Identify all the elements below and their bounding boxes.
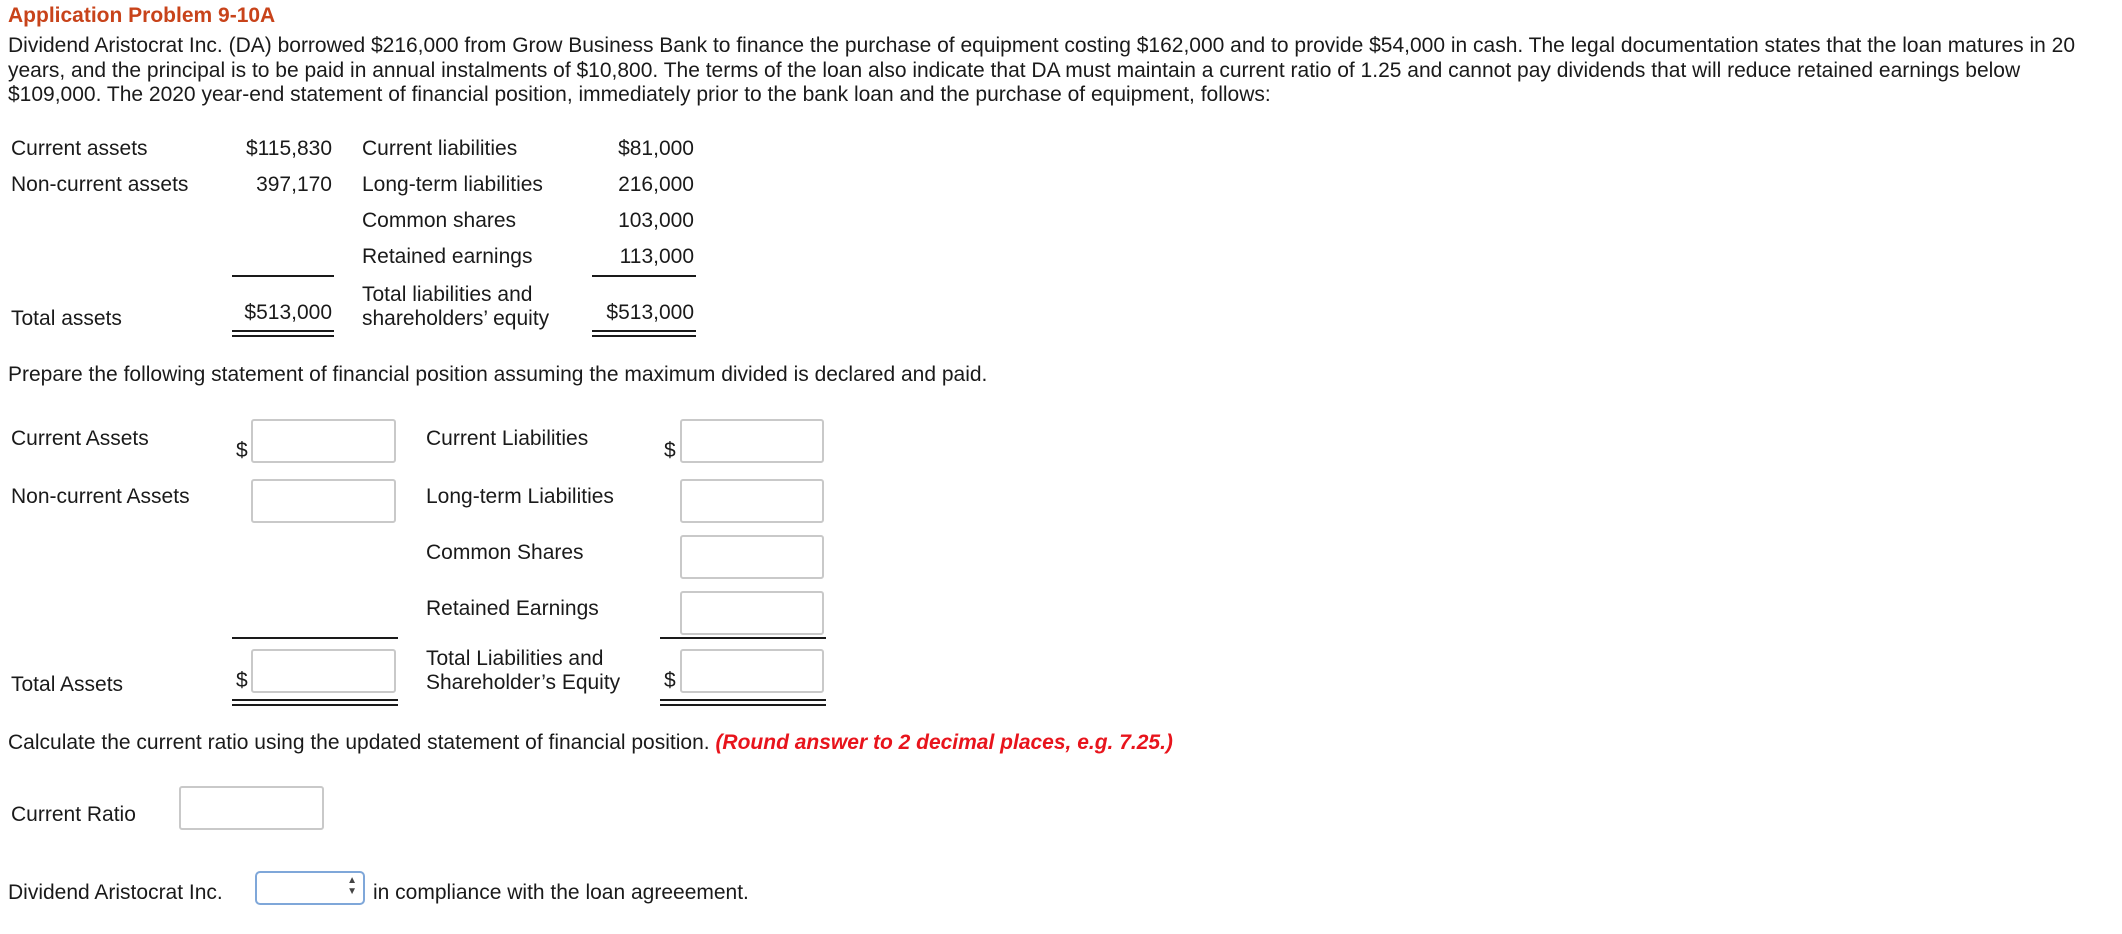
prep-total-assets-double-rule (232, 699, 398, 706)
compliance-suffix: in compliance with the loan agreeement. (373, 881, 749, 904)
prep-noncurrent-assets-label: Non-current Assets (11, 485, 190, 508)
prep-retained-earnings-input[interactable] (680, 591, 824, 635)
select-arrows-icon: ▲ ▼ (347, 875, 357, 897)
problem-intro: Dividend Aristocrat Inc. (DA) borrowed $216,000 from Grow Business Bank to finance the purchase of equipment costing $162,000 and to provide $54,000 in cash. The legal documentation states that the loan matures in 20 years, and the principal is to be paid in annual instalments of $10,800. The terms of the loan also indicate that DA must maintain a current ratio of 1.25 and cannot pay dividends that will reduce retained earnings below $109,000. The 2020 year-end statement of financial position, immediately prior to the bank loan and the purchase of equipment, follows: (8, 34, 2076, 106)
ratio-rounding-hint: (Round answer to 2 decimal places, e.g. 7.25.) (715, 731, 1173, 754)
given-current-liabilities-value: $81,000 (618, 137, 694, 160)
prep-total-assets-label: Total Assets (11, 673, 124, 696)
prep-current-assets-dollar: $ (236, 439, 248, 462)
prep-total-le-double-rule (660, 699, 826, 706)
ratio-instruction-line (8, 731, 1173, 755)
prep-total-le-label-2: Shareholder’s Equity (426, 671, 621, 694)
given-assets-subtotal-rule (232, 275, 334, 277)
prep-longterm-liabilities-label: Long-term Liabilities (426, 485, 614, 508)
prep-current-liabilities-label: Current Liabilities (426, 427, 589, 450)
given-current-assets-value: $115,830 (245, 137, 332, 160)
given-retained-earnings-label: Retained earnings (362, 245, 533, 268)
given-total-le-label-1: Total liabilities and (362, 283, 533, 306)
prep-total-le-label-1: Total Liabilities and (426, 647, 604, 670)
given-current-assets-label: Current assets (11, 137, 148, 160)
prep-current-liabilities-dollar: $ (664, 439, 676, 462)
compliance-select[interactable] (255, 871, 365, 905)
prep-total-le-input[interactable] (680, 649, 824, 693)
ratio-instruction: Calculate the current ratio using the updated statement of financial position. (8, 731, 710, 754)
given-retained-earnings-value: 113,000 (619, 245, 694, 268)
prep-retained-earnings-label: Retained Earnings (426, 597, 599, 620)
given-le-subtotal-rule (592, 275, 696, 277)
given-total-assets-label: Total assets (11, 307, 122, 330)
prep-le-subtotal-rule (660, 637, 826, 639)
prepare-instruction: Prepare the following statement of financial position assuming the maximum divided is declared and paid. (8, 363, 988, 386)
given-total-assets-value: $513,000 (244, 301, 332, 324)
problem-title: Application Problem 9-10A (8, 4, 276, 27)
given-noncurrent-assets-value: 397,170 (256, 173, 332, 196)
prep-assets-subtotal-rule (232, 637, 398, 639)
given-common-shares-value: 103,000 (618, 209, 694, 232)
given-total-le-label-2: shareholders’ equity (362, 307, 550, 330)
given-total-le-value: $513,000 (606, 301, 694, 324)
prep-current-liabilities-input[interactable] (680, 419, 824, 463)
prep-current-assets-label: Current Assets (11, 427, 149, 450)
given-longterm-liabilities-label: Long-term liabilities (362, 173, 543, 196)
given-total-le-double-rule (592, 330, 696, 337)
given-common-shares-label: Common shares (362, 209, 517, 232)
prep-common-shares-label: Common Shares (426, 541, 584, 564)
prep-total-assets-input[interactable] (251, 649, 396, 693)
current-ratio-label: Current Ratio (11, 803, 136, 826)
given-noncurrent-assets-label: Non-current assets (11, 173, 189, 196)
prep-total-le-dollar: $ (664, 669, 676, 692)
compliance-prefix: Dividend Aristocrat Inc. (8, 881, 223, 904)
prep-current-assets-input[interactable] (251, 419, 396, 463)
prep-common-shares-input[interactable] (680, 535, 824, 579)
given-current-liabilities-label: Current liabilities (362, 137, 518, 160)
prep-total-assets-dollar: $ (236, 669, 248, 692)
given-longterm-liabilities-value: 216,000 (618, 173, 694, 196)
prep-longterm-liabilities-input[interactable] (680, 479, 824, 523)
given-total-assets-double-rule (232, 330, 334, 337)
current-ratio-input[interactable] (179, 786, 324, 830)
prep-noncurrent-assets-input[interactable] (251, 479, 396, 523)
